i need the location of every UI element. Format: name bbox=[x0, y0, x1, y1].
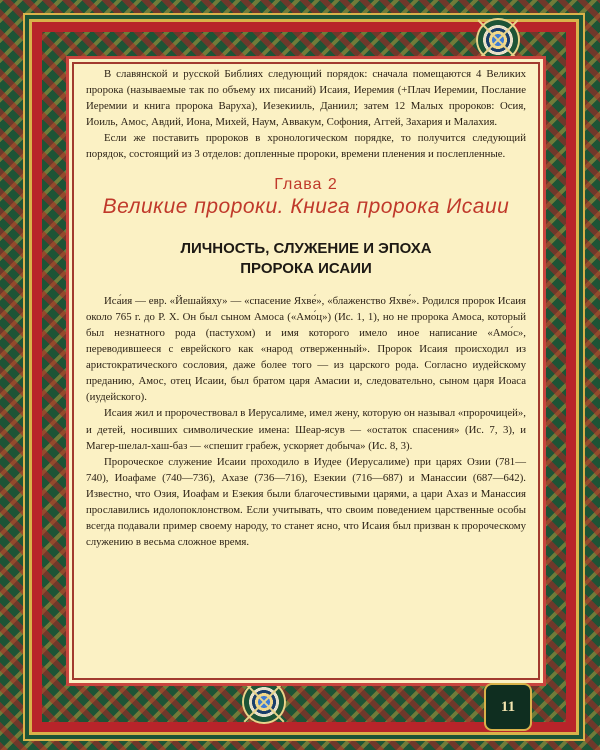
chapter-title: Великие пророки. Книга пророка Исаии bbox=[102, 194, 510, 218]
section-heading bbox=[86, 239, 526, 279]
chapter-label: Глава 2 bbox=[274, 175, 338, 193]
page-content bbox=[86, 66, 526, 550]
section-heading-line: ЛИЧНОСТЬ, СЛУЖЕНИЕ И ЭПОХА bbox=[180, 239, 432, 257]
intro-paragraph: В славянской и русской Библиях следующий порядок: сначала помещаются 4 Великих пророка (называемые так по объему их писаний) Исаия, Иеремия (+Плач Иеремии, Послание Иеремии и книга пророка Варуха), Иезекииль, Даниил; затем 12 Малых пророков: Осия, Иоиль, Амос, Авдий, Иона, Михей, Наум, Аввакум, Софония, Аггей, Захария и Малахия. bbox=[86, 68, 526, 129]
top-right-medallion-icon bbox=[478, 20, 518, 60]
body-paragraph: Исаия жил и пророчествовал в Иерусалиме, имел жену, которую он называл «пророчицей», и детей, носивших символические имена: Шеар-ясув — «остаток спасения» (Ис. 7, 3), и Магер-шелал-хаш-баз — «спешит грабеж, ускоряет добыча» (Ис. 8, 3). bbox=[86, 407, 526, 452]
body-paragraph: Пророческое служение Исаии проходило в Иудее (Иерусалиме) при царях Озии (781—740), Иоафаме (740—736), Ахазе (736—716), Езекии (716—687) и Манассии (687—642). Известно, что Озия, Иоафам и Езекия были благочестивыми царями, а цари Ахаз и Манассия прославились идолопоклонством. Если учитывать, что своим поведением царственные особы всегда подавали пример своему народу, то станет ясно, что Исаия был призван к пророческому служению в весьма сложное время. bbox=[86, 455, 526, 549]
intro-paragraph: Если же поставить пророков в хронологическом порядке, то получится следующий порядок, состоящий из 3 отделов: допленные пророки, времени пленения и послепленные. bbox=[86, 132, 526, 161]
body-paragraph: Иса́ия — евр. «Йешайяху» — «спасение Яхве́», «блаженство Яхве́». Родился пророк Исаия около 765 г. до Р. Х. Он был сыном Амоса («Амо́ц») (Ис. 1, 1), но не пророка Амоса, который был незнатного рода (пастухом) и имя которого имело иное написание «Амо́с», переводившееся с еврейского как «народ отверженный». Пророк Исаия происходил из аристократического сословия, даже более того — из царского рода. Согласно иудейскому преданию, Амос, отец Исаии, был братом царя Амасии и, следовательно, сыном царя Иоаса (иудейского). bbox=[86, 294, 526, 404]
section-heading-line: ПРОРОКА ИСАИИ bbox=[240, 259, 372, 277]
page-number: 11 bbox=[484, 683, 532, 731]
bottom-medallion-icon bbox=[244, 682, 284, 722]
